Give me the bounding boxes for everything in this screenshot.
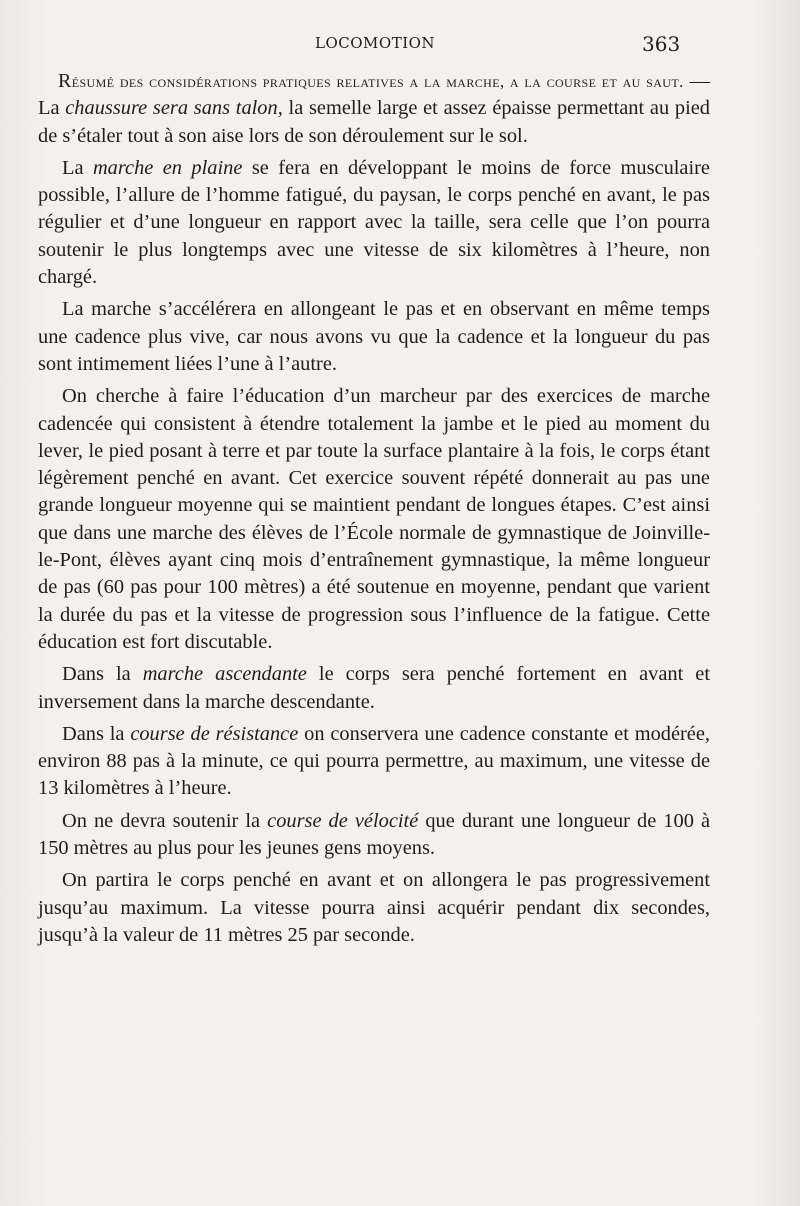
paragraph-marche-ascendante: Dans la marche ascendante le corps sera penché fortement en avant et inversement dans la marche descendante.	[38, 663, 710, 713]
emphasis: course de vélocité	[267, 809, 419, 832]
page-header	[0, 30, 800, 60]
paragraph-acceleration: La marche s’accélérera en allongeant le pas et en observant en même temps une cadence plus vive, car nous avons vu que la cadence et la longueur du pas sont intimement liées l’une à l’autre.	[38, 298, 710, 375]
emphasis: chaussure sera sans talon,	[65, 97, 283, 120]
section-heading: Résumé des considérations pratiques relatives a la marche, a la course et au saut.	[58, 70, 684, 92]
paragraph-summary: Résumé des considérations pratiques relatives a la marche, a la course et au saut. — La chaussure sera sans talon, la semelle large et assez épaisse permettant au pied de s’étaler tout à son aise lors de son déroulement sur le sol.	[38, 70, 710, 147]
emphasis: marche en plaine	[92, 156, 243, 179]
page-number: 363	[642, 32, 681, 56]
paragraph-education: On cherche à faire l’éducation d’un marcheur par des exercices de marche cadencée qui consistent à étendre totalement la jambe et le pied au moment du lever, le pied posant à terre et par toute la surface plantaire à la fois, le corps étant légèrement penché en avant. Cet exercice souvent répété donnerait au pas une grande longueur moyenne qui se maintient pendant de longues étapes. C’est ainsi que dans une marche des élèves de l’École normale de gymnastique de Joinville-le-Pont, élèves ayant cinq mois d’entraînement gymnastique, la même longueur de pas (60 pas pour 100 mètres) a été soutenue en moyenne, pendant que varient la durée du pas et la vitesse de progression sous l’influence de la fatigue. Cette éducation est fort discutable.	[38, 385, 710, 653]
paragraph-course-velocite: On ne devra soutenir la course de vélocité que durant une longueur de 100 à 150 mètres au plus pour les jeunes gens moyens.	[38, 809, 710, 860]
emphasis: course de résistance	[130, 722, 299, 745]
paragraph-depart: On partira le corps penché en avant et on allongera le pas progressivement jusqu’au maximum. La vitesse pourra ainsi acquérir pendant dix secondes, jusqu’à la valeur de 11 mètres 25 par seconde.	[38, 869, 710, 946]
body-text	[38, 68, 710, 954]
emphasis: marche ascendante	[142, 663, 307, 686]
paragraph-marche-plaine: La marche en plaine se fera en développant le moins de force musculaire possible, l’allure de l’homme fatigué, du paysan, le corps penché en avant, le pas régulier et d’une longueur en rapport avec la taille, sera celle que l’on pourra soutenir le plus longtemps avec une vitesse de six kilomètres à l’heure, non chargé.	[38, 156, 710, 289]
paragraph-course-resistance: Dans la course de résistance on conservera une cadence constante et modérée, environ 88 pas à la minute, ce qui pourra permettre, au maximum, une vitesse de 13 kilomètres à l’heure.	[38, 722, 710, 800]
running-head: LOCOMOTION	[315, 34, 436, 52]
